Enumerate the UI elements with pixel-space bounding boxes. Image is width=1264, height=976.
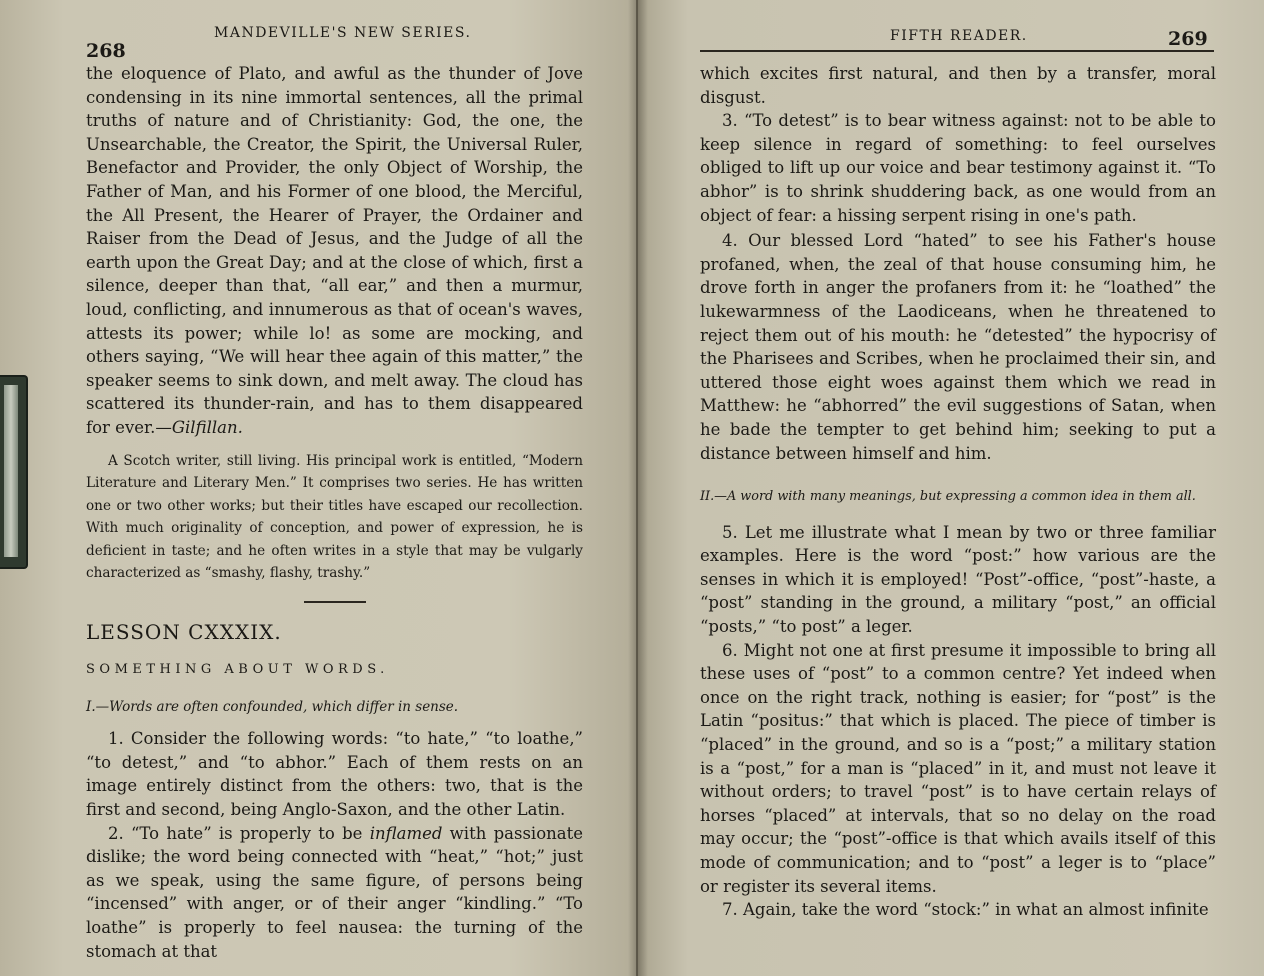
paragraph-6: 6. Might not one at first presume it impossible to bring all these uses of “post” to a common centre? Yet indeed when once on the right track, nothing is easier; for “post” is the Latin “positus:” that which is placed. The piece of timber is “placed” in the ground, and so is a “post;” a military station is a “post,” for a man is “placed” in it, and must not leave it without orders; to travel “post” is to have certain relays of horses “placed” at intervals, that so no delay on the road may occur; the “post”-office is that which avails itself of this mode of communication; and to “post” a leger is to “place” or register its several items. [700,640,1216,896]
book-gutter [628,0,648,976]
running-head: FIFTH READER. [890,28,1028,44]
right-text-block [700,62,1216,922]
section-heading: I.—Words are often confounded, which differ in sense. [86,698,459,715]
section-divider [304,601,366,603]
page-number: 268 [86,40,126,62]
lesson-title: LESSON CXXXIX. [86,619,282,644]
page-clip [0,375,28,569]
paragraph-1: 1. Consider the following words: “to hate,” “to loathe,” “to detest,” and “to abhor.” Each of them rests on an image entirely distinct from the others: two, that is the first and second, being Anglo-Saxon, and the other Latin. [86,729,583,820]
paragraph-5: 5. Let me illustrate what I mean by two or three familiar examples. Here is the word “post:” how various are the senses in which it is employed! “Post”-office, “post”-haste, a “post” standing in the ground, a military “post,” an official “posts,” “to post” a leger. [700,522,1216,637]
paragraph-7: 7. Again, take the word “stock:” in what an almost infinite [722,900,1209,920]
continuation-paragraph: which excites first natural, and then by a transfer, moral disgust. [700,64,1216,107]
lesson-subtitle: SOMETHING ABOUT WORDS. [86,662,389,678]
footnote: A Scotch writer, still living. His principal work is entitled, “Modern Literature and Literary Men.” It comprises two series. He has written one or two other works; but their titles have escaped our recollection. With much originality of conception, and power of expression, he is deficient in taste; and he often writes in a style that may be vulgarly characterized as “smashy, flashy, trashy.” [86,452,583,581]
header-rule [700,50,1214,52]
paragraph-4: 4. Our blessed Lord “hated” to see his Father's house profaned, when, the zeal of that house consuming him, he drove forth in anger the profaners from it: he “loathed” the lukewarmness of the Laodiceans, when he threatened to reject them out of his mouth: he “detested” the hypocrisy of the Pharisees and Scribes, when he proclaimed their sin, and uttered those eight woes against them which we read in Matthew: he “abhorred” the evil suggestions of Satan, when he bade the tempter to get behind him; seeking to put a distance between himself and him. [700,231,1216,463]
paragraph-3: 3. “To detest” is to bear witness against: not to be able to keep silence in regard of something: to feel ourselves obliged to lift up our voice and bear testimony against it. “To abhor” is to shrink shuddering back, as one would from an object of fear: a hissing serpent rising in one's path. [700,111,1216,225]
attribution: Gilfillan. [171,417,243,437]
right-page [638,0,1264,976]
running-head: MANDEVILLE'S NEW SERIES. [214,25,472,41]
paragraph-2: 2. “To hate” is properly to be inflamed with passionate dislike; the word being connected with “heat,” “hot;” just as we speak, using the same figure, of persons being “incensed” with anger, or of their anger “kindling.” “To loathe” is properly to feel nausea: the turning of the stomach at that [86,823,583,961]
page-number: 269 [1168,28,1208,50]
left-text-block [86,62,583,963]
clip-highlight [4,385,18,557]
section-heading: II.—A word with many meanings, but expressing a common idea in them all. [700,489,1196,505]
continuation-paragraph: the eloquence of Plato, and awful as the thunder of Jove condensing in its nine immortal sentences, all the primal truths of nature and of Christianity: God, the one, the Unsearchable, the Creator, the Spirit, the Universal Ruler, Benefactor and Provider, the only Object of Worship, the Father of Man, and his Former of one blood, the Merciful, the All Present, the Hearer of Prayer, the Ordainer and Raiser from the Dead of Jesus, and the Judge of all the earth upon the Great Day; and at the close of which, first a silence, deeper than that, “all ear,” and then a murmur, loud, conflicting, and innumerous as that of ocean's waves, attests its power; while lo! as some are mocking, and others saying, “We will hear thee again of this matter,” the speaker seems to sink down, and melt away. The cloud has scattered its thunder-rain, and has to them disappeared for ever.—Gilfillan. [86,64,583,437]
